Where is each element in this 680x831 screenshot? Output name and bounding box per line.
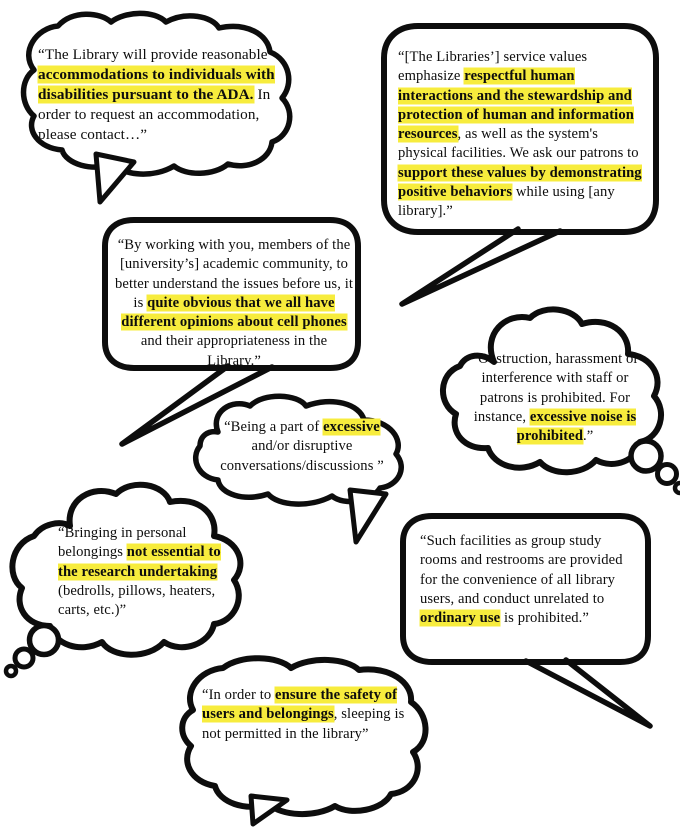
text-segment-highlight: excessive noise is prohibited [516, 408, 637, 444]
speech-bubble-cell-phones [100, 216, 366, 386]
text-segment-highlight: quite obvious that we all have different opinions about cell phones [121, 294, 347, 330]
bubble-text-cell [114, 236, 354, 371]
thought-dot-small [6, 666, 16, 676]
text-segment-plain: “[The Libraries’] service values emphasize [398, 49, 588, 85]
text-segment-plain: “The Library will provide reasonable [38, 46, 268, 63]
thought-cloud-obstruction [424, 308, 674, 492]
text-segment-plain: (bedrolls, pillows, heaters, carts, etc.)” [58, 582, 216, 618]
text-segment-highlight: not essential to the research undertaking [58, 544, 221, 580]
thought-dot-medium [15, 649, 33, 667]
thought-dot-medium [658, 465, 677, 484]
text-segment-plain: “Bringing in personal belongings [58, 525, 187, 561]
bubble-tail-values [402, 229, 560, 304]
thought-cloud-personal-belongings [6, 482, 252, 682]
text-segment-highlight: support these values by demonstrating positive behaviors [398, 164, 642, 200]
speech-bubble-ada [14, 12, 304, 207]
text-segment-plain: and their appropriateness in the Library.” [140, 333, 328, 369]
text-segment-highlight: accommodations to individuals with disabilities pursuant to the ADA. [38, 66, 275, 104]
text-segment-plain: , as well as the system's physical facilities. We ask our patrons to [398, 126, 639, 162]
text-segment-plain: “Being a part of [224, 419, 324, 435]
text-segment-highlight: respectful human interactions and the stewardship and protection of human and information resources [398, 68, 634, 142]
bubble-text-being [210, 418, 394, 476]
thought-dot-small [675, 483, 680, 493]
bubble-text-sleeping [202, 686, 414, 744]
text-segment-plain: “Such facilities as group study rooms and restrooms are provided for the convenience of all library users, and conduct unrelated to [420, 533, 623, 607]
text-segment-plain: and/or disruptive conversations/discussions ” [220, 438, 384, 474]
text-segment-plain: In order to request an accommodation, please contact…” [38, 86, 271, 144]
text-segment-plain: is prohibited.” [500, 610, 590, 626]
text-segment-plain: “By working with you, members of the [university’s] academic community, to better understand the issues before us, it is [114, 237, 354, 311]
text-segment-plain: “In order to [202, 687, 276, 703]
bubble-text-facilities [420, 532, 635, 628]
speech-bubble-facilities [398, 512, 654, 677]
bubble-tail-facilities [526, 660, 650, 726]
text-segment-plain: , sleeping is not permitted in the library” [202, 706, 405, 742]
text-segment-plain: .” [583, 428, 594, 444]
text-segment-highlight: ensure the safety of users and belongings [202, 687, 398, 723]
thought-dot-large [30, 626, 59, 655]
bubble-tail-ada [96, 154, 134, 202]
text-segment-highlight: ordinary use [420, 610, 501, 626]
speech-bubble-sleeping [175, 658, 437, 826]
text-segment-highlight: excessive [323, 419, 380, 435]
text-segment-plain: “Obstruction, harassment or interference with staff or patrons is prohibited. For instance, [471, 351, 639, 425]
bubble-tail-being [350, 490, 386, 542]
bubble-text-obstruction [470, 350, 640, 446]
text-segment-plain: while using [any library].” [398, 183, 615, 219]
bubble-text-ada [38, 45, 282, 145]
speech-bubble-values [378, 22, 662, 267]
bubble-text-values [398, 48, 648, 221]
bubble-text-belongings [58, 524, 226, 620]
